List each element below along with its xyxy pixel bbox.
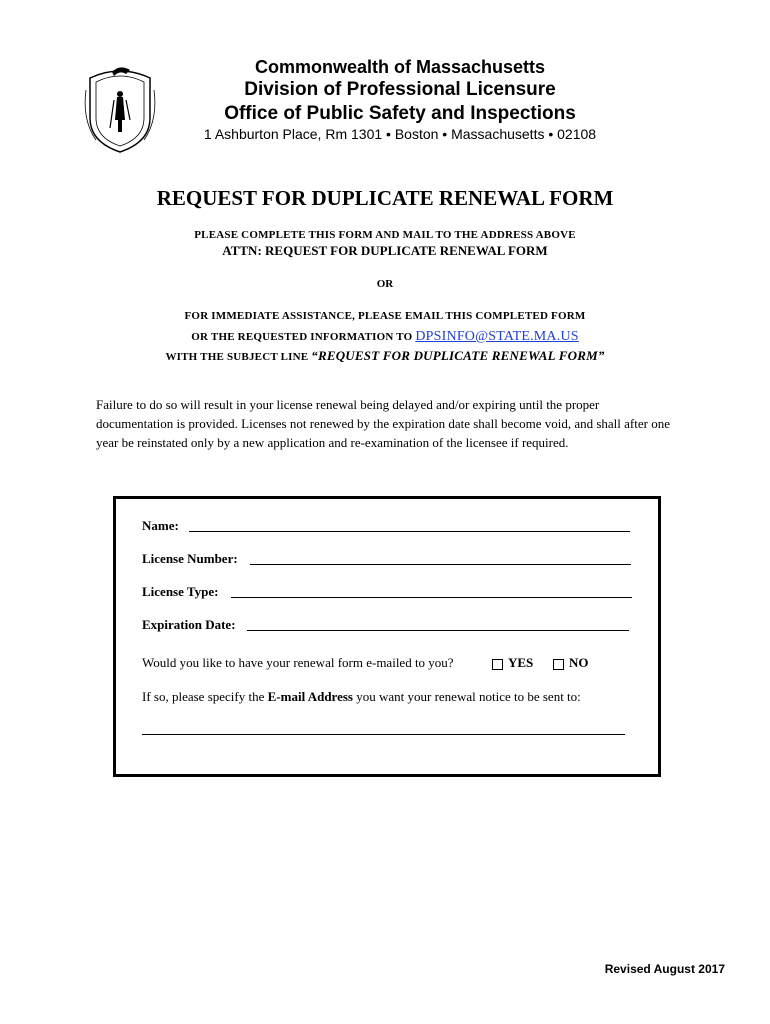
license-type-label: License Type: <box>142 584 219 599</box>
license-number-field[interactable] <box>250 564 631 565</box>
form-title: REQUEST FOR DUPLICATE RENEWAL FORM <box>156 186 614 210</box>
license-type-field[interactable] <box>231 597 632 598</box>
instruction-assistance: FOR IMMEDIATE ASSISTANCE, PLEASE EMAIL THIS COMPLETED FORM <box>184 310 586 322</box>
instruction-email-prefix: OR THE REQUESTED INFORMATION TO <box>191 331 413 343</box>
instruction-subject-line <box>0 348 770 364</box>
no-label: NO <box>569 655 589 670</box>
instruction-attn: ATTN: REQUEST FOR DUPLICATE RENEWAL FORM <box>222 243 548 258</box>
email-instruction-suffix: you want your renewal notice to be sent to: <box>356 689 581 704</box>
email-instruction-prefix: If so, please specify the <box>142 689 265 704</box>
expiration-date-field[interactable] <box>247 630 629 631</box>
yes-checkbox[interactable] <box>492 659 503 670</box>
email-link[interactable]: DPSINFO@STATE.MA.US <box>415 329 579 344</box>
email-address-instruction <box>142 689 581 705</box>
email-address-field[interactable] <box>142 734 625 735</box>
instruction-subject-prefix: WITH THE SUBJECT LINE <box>165 351 309 363</box>
yes-option[interactable] <box>492 655 533 671</box>
instruction-or: OR <box>376 278 394 290</box>
instruction-mail: PLEASE COMPLETE THIS FORM AND MAIL TO THE ADDRESS ABOVE <box>194 229 576 241</box>
name-label: Name: <box>142 518 179 533</box>
no-checkbox[interactable] <box>553 659 564 670</box>
revision-date: Revised August 2017 <box>604 962 725 976</box>
expiration-date-label: Expiration Date: <box>142 617 236 632</box>
header-commonwealth: Commonwealth of Massachusetts <box>254 57 546 77</box>
massachusetts-seal-icon <box>82 60 158 154</box>
email-question: Would you like to have your renewal form e-mailed to you? <box>142 655 454 670</box>
instruction-email-line <box>0 329 770 345</box>
header-office: Office of Public Safety and Inspections <box>224 103 576 124</box>
no-option[interactable] <box>553 655 589 671</box>
email-instruction-bold: E-mail Address <box>267 689 353 704</box>
license-number-label: License Number: <box>142 551 238 566</box>
header-division: Division of Professional Licensure <box>244 79 556 100</box>
warning-paragraph: Failure to do so will result in your license renewal being delayed and/or expiring until the proper documentation is provided. Licenses not renewed by the expiration date shall become void, and shall after one year be reinstated only by a new application and re-examination of the licensee if required. <box>96 397 670 450</box>
header-address: 1 Ashburton Place, Rm 1301 • Boston • Massachusetts • 02108 <box>203 126 597 142</box>
yes-label: YES <box>508 655 534 670</box>
name-field[interactable] <box>189 531 630 532</box>
instruction-subject: “REQUEST FOR DUPLICATE RENEWAL FORM” <box>311 348 605 363</box>
